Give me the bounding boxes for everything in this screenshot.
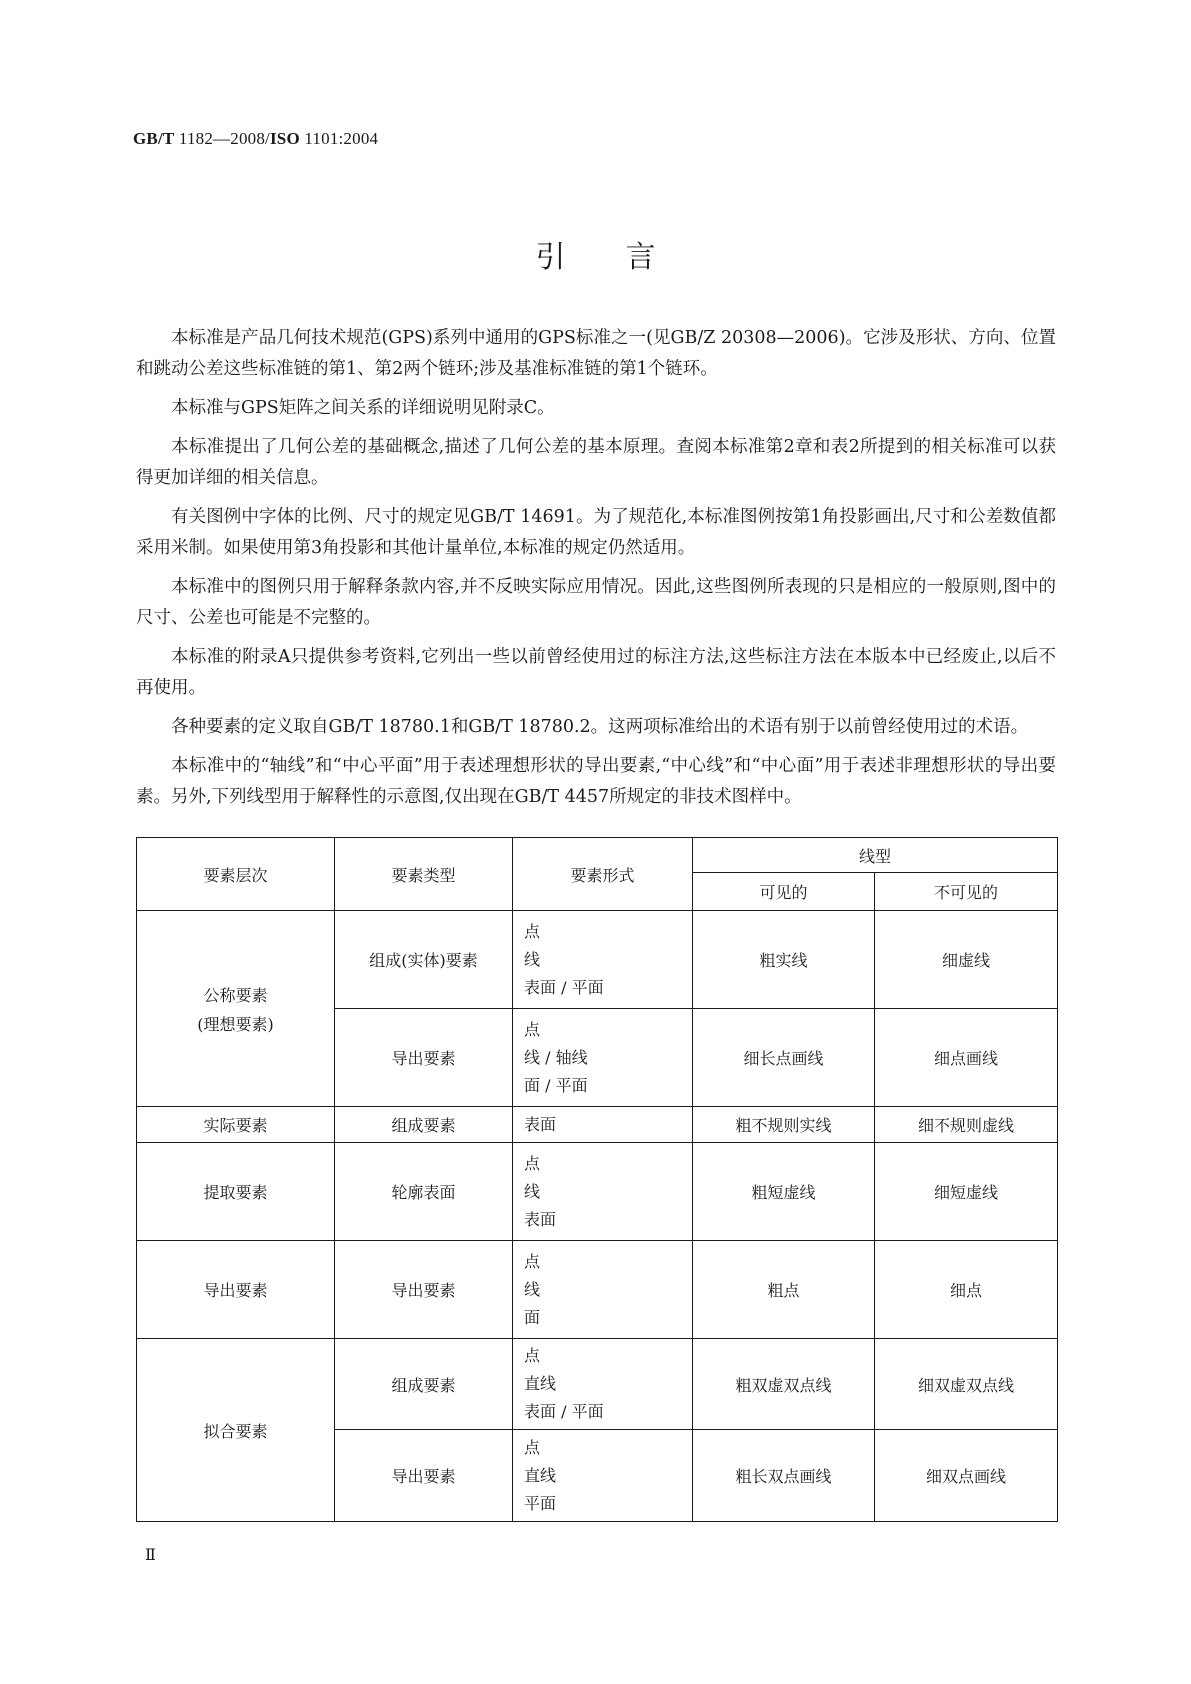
- cell-type: 组成要素: [335, 1339, 513, 1430]
- header-line-type: 线型: [693, 838, 1058, 873]
- header-form: 要素形式: [513, 838, 693, 911]
- cell-form: 点 直线 平面: [513, 1430, 693, 1522]
- cell-type: 导出要素: [335, 1009, 513, 1107]
- paragraph: 本标准的附录A只提供参考资料,它列出一些以前曾经使用过的标注方法,这些标注方法在本版本中已经废止,以后不再使用。: [136, 647, 1056, 698]
- cell-type: 导出要素: [335, 1430, 513, 1522]
- header-level: 要素层次: [137, 838, 335, 911]
- cell-invisible: 细短虚线: [875, 1143, 1058, 1241]
- cell-form: 点 直线 表面 / 平面: [513, 1339, 693, 1430]
- cell-invisible: 细双点画线: [875, 1430, 1058, 1522]
- table-row: [137, 1107, 1058, 1143]
- cell-invisible: 细虚线: [875, 911, 1058, 1009]
- header-invisible: 不可见的: [875, 873, 1058, 911]
- page-number: Ⅱ: [145, 1547, 156, 1564]
- cell-visible: 粗不规则实线: [693, 1107, 875, 1143]
- body-text: [136, 323, 1056, 821]
- cell-level: 公称要素 (理想要素): [137, 911, 335, 1107]
- iso-prefix: ISO: [269, 129, 300, 148]
- cell-type: 导出要素: [335, 1241, 513, 1339]
- header-type: 要素类型: [335, 838, 513, 911]
- cell-invisible: 细点: [875, 1241, 1058, 1339]
- paragraph: 本标准提出了几何公差的基础概念,描述了几何公差的基本原理。查阅本标准第2章和表2所提到的相关标准可以获得更加详细的相关信息。: [136, 437, 1056, 488]
- cell-form: 点 线 表面 / 平面: [513, 911, 693, 1009]
- cell-invisible: 细点画线: [875, 1009, 1058, 1107]
- cell-type: 组成要素: [335, 1107, 513, 1143]
- cell-form: 表面: [513, 1107, 693, 1143]
- cell-visible: 粗长双点画线: [693, 1430, 875, 1522]
- paragraph: 本标准中的“轴线”和“中心平面”用于表述理想形状的导出要素,“中心线”和“中心面”用于表述非理想形状的导出要素。另外,下列线型用于解释性的示意图,仅出现在GB/T 4457所规定的非技术图样中。: [136, 756, 1056, 807]
- cell-invisible: 细双虚双点线: [875, 1339, 1058, 1430]
- cell-visible: 粗短虚线: [693, 1143, 875, 1241]
- cell-level: 提取要素: [137, 1143, 335, 1241]
- cell-visible: 粗双虚双点线: [693, 1339, 875, 1430]
- cell-visible: 粗实线: [693, 911, 875, 1009]
- cell-invisible: 细不规则虚线: [875, 1107, 1058, 1143]
- paragraph: 本标准与GPS矩阵之间关系的详细说明见附录C。: [171, 398, 555, 418]
- standard-prefix: GB/T: [133, 129, 175, 148]
- paragraph: 本标准中的图例只用于解释条款内容,并不反映实际应用情况。因此,这些图例所表现的只是相应的一般原则,图中的尺寸、公差也可能是不完整的。: [136, 577, 1056, 628]
- table-row: [137, 1241, 1058, 1339]
- table-row: [137, 911, 1058, 1009]
- header-visible: 可见的: [693, 873, 875, 911]
- page-title: 引言: [535, 240, 716, 275]
- standard-header: [133, 129, 378, 149]
- cell-form: 点 线 表面: [513, 1143, 693, 1241]
- cell-visible: 细长点画线: [693, 1009, 875, 1107]
- table-row: [137, 1143, 1058, 1241]
- paragraph: 各种要素的定义取自GB/T 18780.1和GB/T 18780.2。这两项标准给出的术语有别于以前曾经使用过的术语。: [171, 717, 1029, 737]
- feature-line-type-table: [136, 837, 1058, 1522]
- cell-level: 拟合要素: [137, 1339, 335, 1522]
- iso-number: 1101:2004: [304, 129, 379, 148]
- cell-level: 实际要素: [137, 1107, 335, 1143]
- cell-type: 组成(实体)要素: [335, 911, 513, 1009]
- paragraph: 本标准是产品几何技术规范(GPS)系列中通用的GPS标准之一(见GB/Z 20308—2006)。它涉及形状、方向、位置和跳动公差这些标准链的第1、第2两个链环;涉及基准标准链的第1个链环。: [136, 328, 1056, 379]
- cell-form: 点 线 / 轴线 面 / 平面: [513, 1009, 693, 1107]
- standard-number: 1182—2008/: [178, 129, 270, 148]
- paragraph: 有关图例中字体的比例、尺寸的规定见GB/T 14691。为了规范化,本标准图例按第1角投影画出,尺寸和公差数值都采用米制。如果使用第3角投影和其他计量单位,本标准的规定仍然适用。: [136, 507, 1056, 558]
- cell-type: 轮廓表面: [335, 1143, 513, 1241]
- cell-visible: 粗点: [693, 1241, 875, 1339]
- table-row: [137, 1339, 1058, 1430]
- cell-level: 导出要素: [137, 1241, 335, 1339]
- cell-form: 点 线 面: [513, 1241, 693, 1339]
